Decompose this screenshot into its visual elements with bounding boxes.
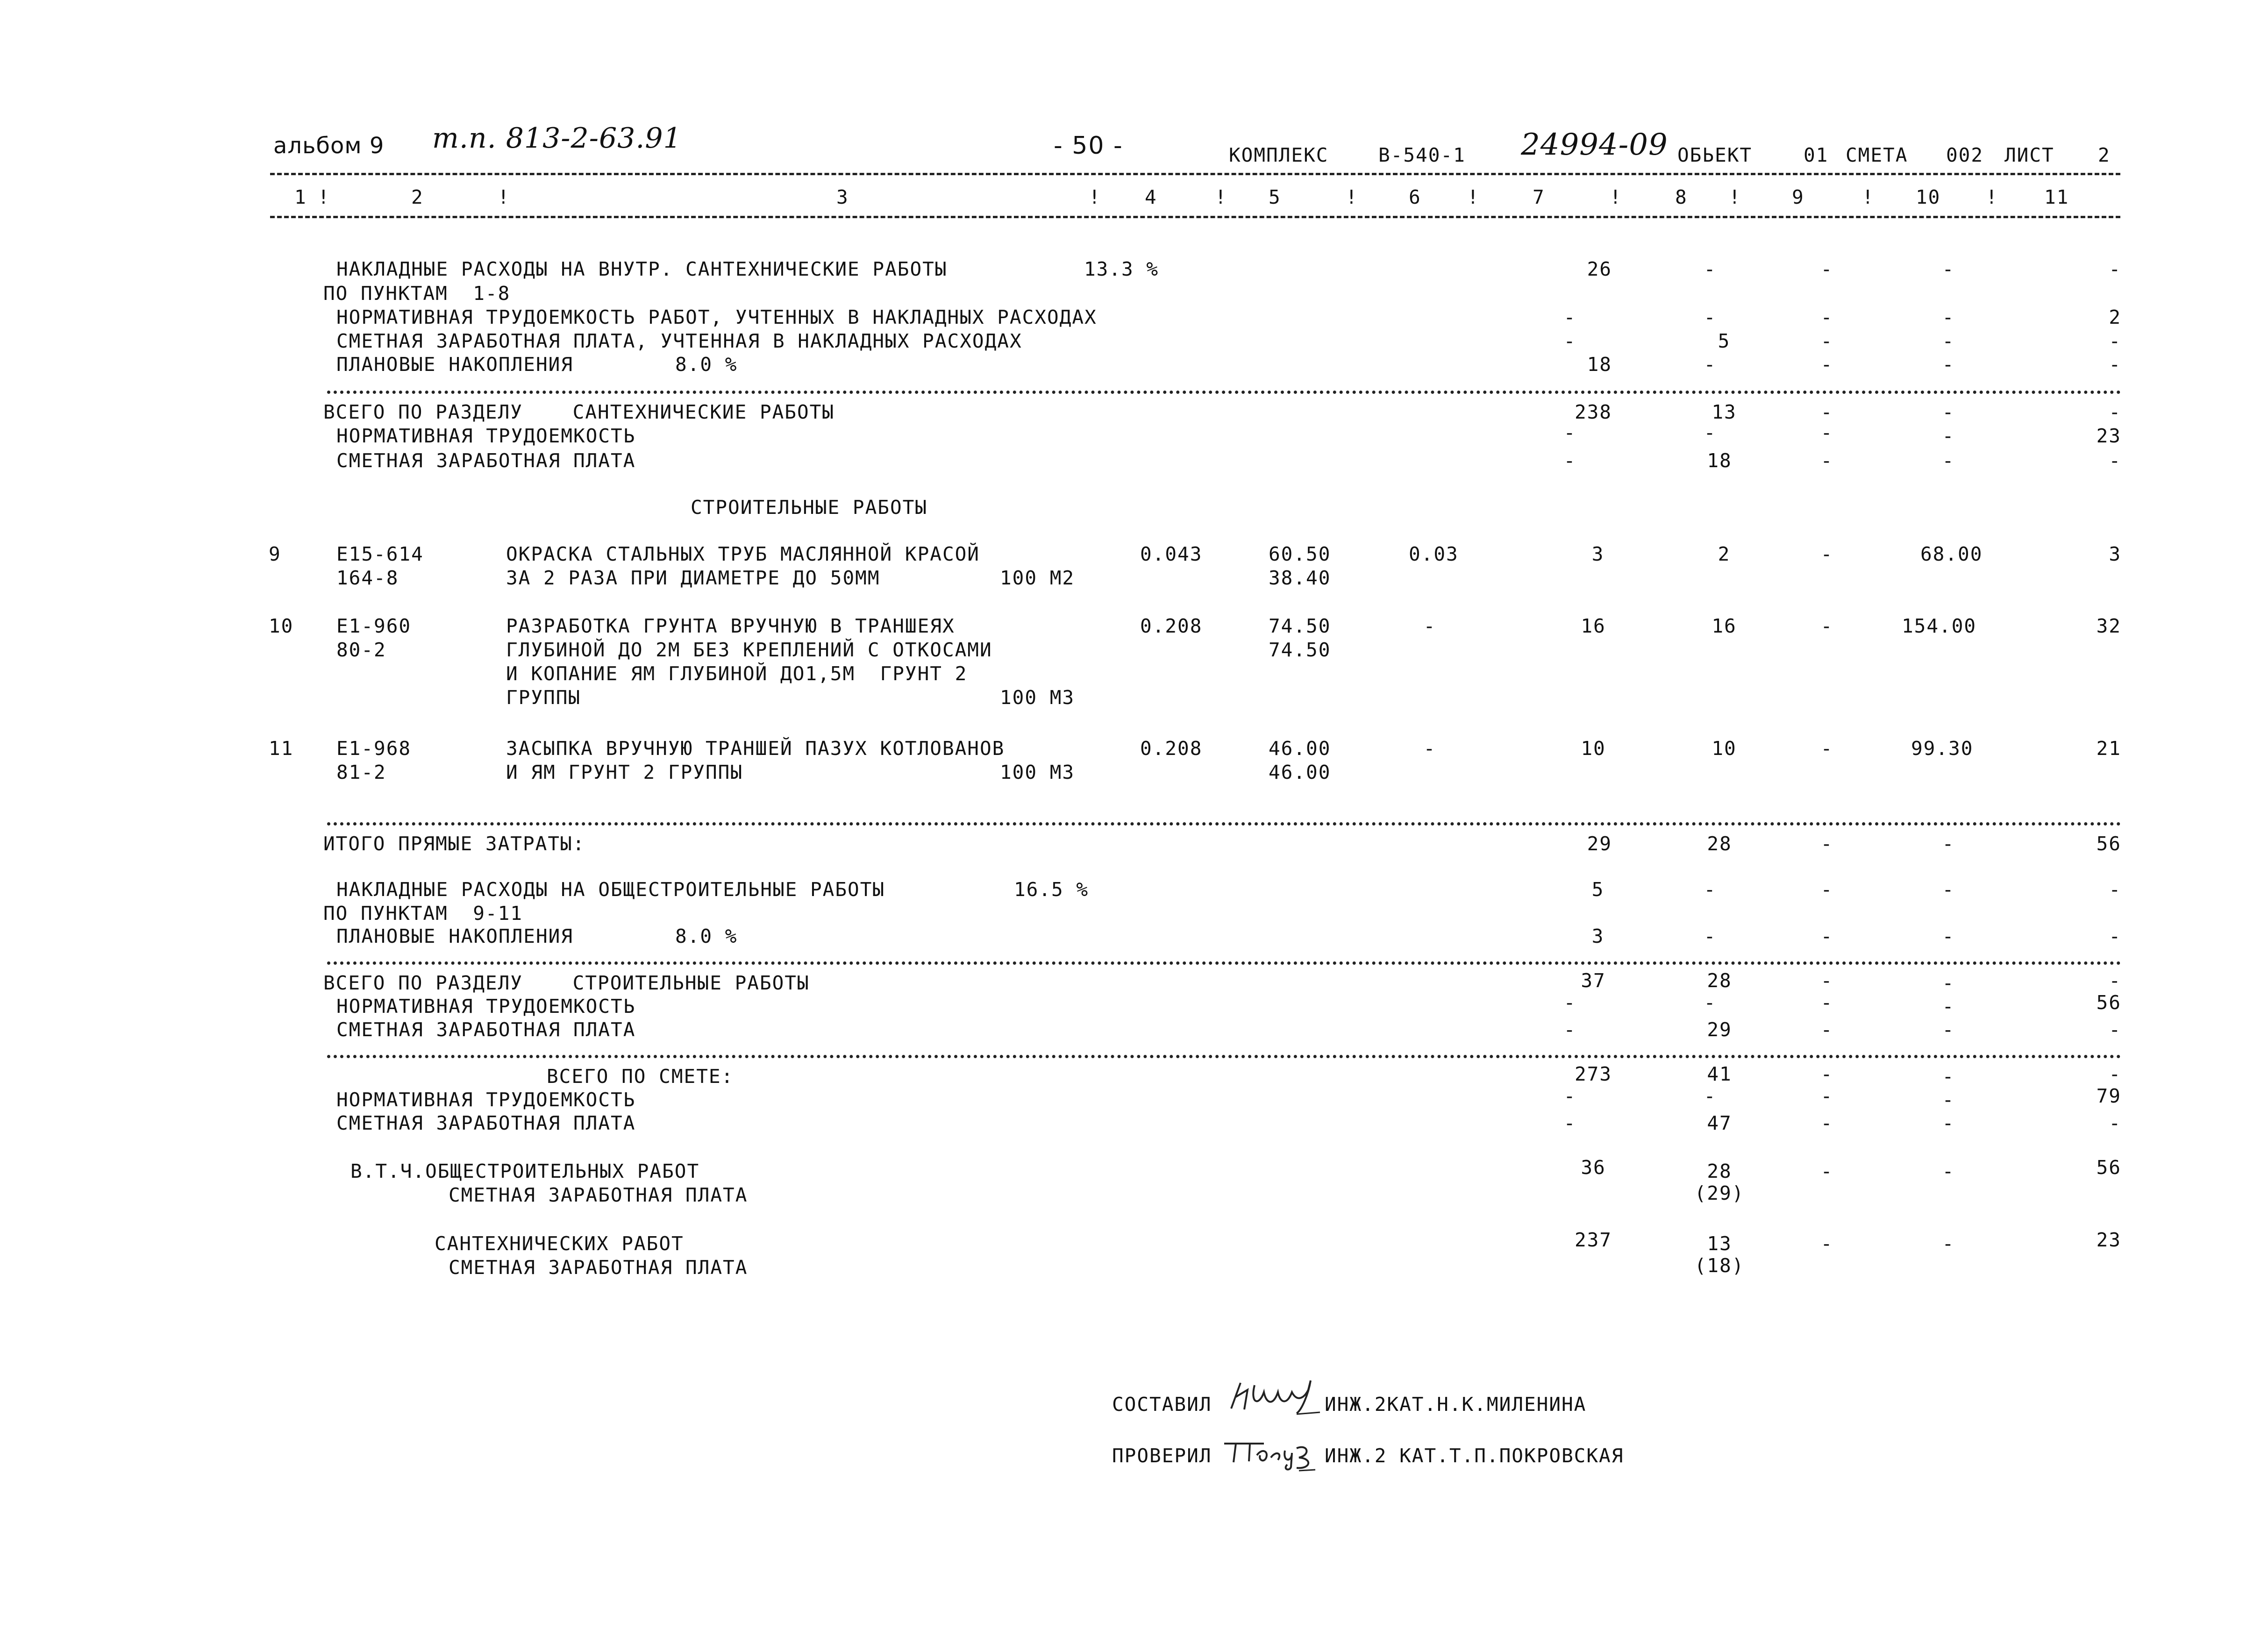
row-label: ВСЕГО ПО СМЕТЕ:	[547, 1065, 734, 1088]
cell-c9: -	[1820, 1085, 1833, 1107]
cell-c7: -	[1563, 991, 1576, 1014]
cell-c9: -	[1820, 1018, 1833, 1041]
cell-c7: 237	[1574, 1229, 1612, 1251]
row-label: НАКЛАДНЫЕ РАСХОДЫ НА ВНУТР. САНТЕХНИЧЕСКИЕ РАБОТЫ	[336, 258, 948, 280]
cell-c7: 3	[1591, 925, 1605, 947]
cell-c10: 99.30	[1911, 737, 1974, 760]
cell-c8: 28	[1707, 969, 1732, 992]
cell-c5-salary: 46.00	[1269, 761, 1331, 783]
row-percent: 16.5 %	[1014, 878, 1089, 901]
item-desc-line: ОКРАСКА СТАЛЬНЫХ ТРУБ МАСЛЯННОЙ КРАСОЙ	[506, 543, 980, 565]
row-label: ПЛАНОВЫЕ НАКОПЛЕНИЯ	[336, 925, 573, 947]
cell-c8: 13	[1712, 401, 1737, 423]
cell-c11: 21	[2096, 737, 2121, 760]
row-label: САНТЕХНИЧЕСКИХ РАБОТ	[435, 1232, 684, 1255]
cell-c11: -	[2109, 353, 2121, 376]
checked-label: ПРОВЕРИЛ	[1112, 1445, 1212, 1467]
row-label: В.Т.Ч.ОБЩЕСТРОИТЕЛЬНЫХ РАБОТ	[350, 1160, 700, 1182]
cell-c8: -	[1704, 353, 1717, 376]
cell-c5-price: 46.00	[1269, 737, 1331, 760]
cell-c11: -	[2109, 878, 2121, 901]
cell-c9: -	[1820, 1160, 1833, 1182]
row-items-label: ПО ПУНКТАМ 1-8	[323, 282, 511, 305]
cell-c8: 13	[1707, 1232, 1732, 1255]
cell-c11: 79	[2096, 1085, 2121, 1107]
cell-c5-salary: 74.50	[1269, 639, 1331, 661]
cell-c11: -	[2109, 1112, 2121, 1134]
cell-c10: -	[1942, 972, 1955, 994]
complex-label: КОМПЛЕКС	[1229, 144, 1329, 166]
col-sep: !	[1610, 186, 1622, 208]
row-label: СМЕТНАЯ ЗАРАБОТНАЯ ПЛАТА	[336, 1112, 636, 1134]
cell-c7: 36	[1581, 1156, 1606, 1179]
item-code: Е1-960	[336, 615, 412, 637]
cell-c11: 3	[2109, 543, 2121, 565]
cell-c10: -	[1942, 925, 1955, 947]
cell-c8: 2	[1718, 543, 1731, 565]
cell-c7: 3	[1591, 543, 1605, 565]
row-items-label: ПО ПУНКТАМ 9-11	[323, 902, 523, 925]
row-percent: 8.0 %	[675, 925, 738, 947]
cell-c7: 273	[1574, 1063, 1612, 1085]
col-num-11: 11	[2044, 186, 2069, 208]
cell-c8-salary: (29)	[1694, 1182, 1745, 1204]
row-label: ИТОГО ПРЯМЫЕ ЗАТРАТЫ:	[323, 833, 585, 855]
item-code-ref: 81-2	[336, 761, 386, 783]
cell-c9: -	[1820, 1112, 1833, 1134]
compiled-by: ИНЖ.2КАТ.Н.К.МИЛЕНИНА	[1325, 1393, 1587, 1416]
cell-c10: 68.00	[1920, 543, 1983, 565]
cell-c9: -	[1820, 1063, 1833, 1085]
item-desc-line: ЗАСЫПКА ВРУЧНУЮ ТРАНШЕЙ ПАЗУХ КОТЛОВАНОВ	[506, 737, 1005, 760]
cell-c7: -	[1563, 1085, 1576, 1107]
cell-c6: 0.03	[1409, 543, 1459, 565]
col-num-1: 1	[294, 186, 307, 208]
row-label: ПЛАНОВЫЕ НАКОПЛЕНИЯ	[336, 353, 573, 376]
cell-c10: -	[1942, 1089, 1955, 1111]
cell-c11: -	[2109, 449, 2121, 472]
cell-c10: -	[1942, 833, 1955, 855]
cell-c10: -	[1942, 401, 1955, 423]
row-label: СМЕТНАЯ ЗАРАБОТНАЯ ПЛАТА	[336, 449, 636, 472]
item-unit: 100 М3	[1000, 761, 1075, 783]
cell-c7: -	[1563, 1018, 1576, 1041]
cell-c7: 26	[1587, 258, 1612, 280]
cell-c11: -	[2109, 258, 2121, 280]
row-label: НОРМАТИВНАЯ ТРУДОЕМКОСТЬ	[336, 995, 636, 1018]
checked-by: ИНЖ.2 КАТ.Т.П.ПОКРОВСКАЯ	[1325, 1445, 1624, 1467]
cell-c11: -	[2109, 925, 2121, 947]
cell-c8: 18	[1707, 449, 1732, 472]
cell-c7: 29	[1587, 833, 1612, 855]
cell-c9: -	[1820, 969, 1833, 992]
item-desc-line: И КОПАНИЕ ЯМ ГЛУБИНОЙ ДО1,5М ГРУНТ 2	[506, 662, 968, 685]
cell-c8: -	[1704, 878, 1717, 901]
row-label: ВСЕГО ПО РАЗДЕЛУ САНТЕХНИЧЕСКИЕ РАБОТЫ	[323, 401, 835, 423]
cell-c9: -	[1820, 833, 1833, 855]
cell-c9: -	[1820, 258, 1833, 280]
cell-c10: -	[1942, 1232, 1955, 1255]
cell-c8: -	[1704, 258, 1717, 280]
cell-c11: -	[2109, 330, 2121, 352]
cell-c11: 2	[2109, 306, 2121, 328]
col-sep: !	[1986, 186, 1998, 208]
cell-c5-salary: 38.40	[1269, 567, 1331, 589]
cell-c7: -	[1563, 1112, 1576, 1134]
dotted-separator	[327, 1055, 2121, 1058]
cell-c8: 10	[1712, 737, 1737, 760]
cell-c7: -	[1563, 421, 1576, 444]
object-number: 01	[1804, 144, 1829, 166]
album-label: альбом 9	[273, 133, 385, 159]
smeta-label: СМЕТА	[1846, 144, 1908, 166]
cell-c9: -	[1820, 615, 1833, 637]
col-sep: !	[1467, 186, 1480, 208]
handwritten-signature-icon	[1222, 1430, 1320, 1472]
cell-c8: 41	[1707, 1063, 1732, 1085]
cell-c11: -	[2109, 401, 2121, 423]
cell-c11: 23	[2096, 1229, 2121, 1251]
item-desc-line: ЗА 2 РАЗА ПРИ ДИАМЕТРЕ ДО 50ММ	[506, 567, 880, 589]
col-sep: !	[318, 186, 330, 208]
col-sep: !	[498, 186, 510, 208]
cell-c11: 56	[2096, 833, 2121, 855]
cell-c7: 18	[1587, 353, 1612, 376]
cell-c9: -	[1820, 401, 1833, 423]
col-num-4: 4	[1145, 186, 1157, 208]
dotted-separator	[327, 391, 2121, 394]
cell-c9: -	[1820, 449, 1833, 472]
cell-c9: -	[1820, 306, 1833, 328]
row-label: НОРМАТИВНАЯ ТРУДОЕМКОСТЬ РАБОТ, УЧТЕННЫХ В НАКЛАДНЫХ РАСХОДАХ	[336, 306, 1097, 328]
cell-c10: -	[1942, 1112, 1955, 1134]
col-sep: !	[1215, 186, 1227, 208]
cell-c7: 37	[1581, 969, 1606, 992]
cell-c9: -	[1820, 991, 1833, 1014]
cell-c4: 0.208	[1140, 737, 1203, 760]
item-desc-line: ГЛУБИНОЙ ДО 2М БЕЗ КРЕПЛЕНИЙ С ОТКОСАМИ	[506, 639, 992, 661]
cell-c7: -	[1563, 330, 1576, 352]
cell-c8: -	[1704, 421, 1717, 444]
item-number: 11	[269, 737, 294, 760]
cell-c8: 5	[1718, 330, 1731, 352]
column-header-top-rule	[270, 173, 2120, 175]
cell-c10: -	[1942, 1160, 1955, 1182]
cell-c9: -	[1820, 543, 1833, 565]
cell-c7: 10	[1581, 737, 1606, 760]
cell-c10: -	[1942, 330, 1955, 352]
compiled-label: СОСТАВИЛ	[1112, 1393, 1212, 1416]
item-code: Е1-968	[336, 737, 412, 760]
cell-c10: -	[1942, 1065, 1955, 1088]
row-label: СМЕТНАЯ ЗАРАБОТНАЯ ПЛАТА	[336, 1018, 636, 1041]
smeta-number: 002	[1946, 144, 1984, 166]
col-sep: !	[1089, 186, 1101, 208]
cell-c10: -	[1942, 425, 1955, 447]
cell-c9: -	[1820, 878, 1833, 901]
tp-number: т.п. 813-2-63.91	[432, 122, 682, 155]
item-desc-line: И ЯМ ГРУНТ 2 ГРУППЫ	[506, 761, 743, 783]
cell-c8: 28	[1707, 833, 1732, 855]
cell-c10: -	[1942, 306, 1955, 328]
col-num-7: 7	[1533, 186, 1545, 208]
cell-c9: -	[1820, 925, 1833, 947]
item-unit: 100 М3	[1000, 686, 1075, 709]
row-percent: 13.3 %	[1084, 258, 1159, 280]
row-label: НОРМАТИВНАЯ ТРУДОЕМКОСТЬ	[336, 1089, 636, 1111]
row-percent: 8.0 %	[675, 353, 738, 376]
cell-c8-salary: (18)	[1694, 1254, 1745, 1277]
cell-c9: -	[1820, 330, 1833, 352]
item-code-ref: 80-2	[336, 639, 386, 661]
col-num-8: 8	[1675, 186, 1688, 208]
cell-c4: 0.208	[1140, 615, 1203, 637]
row-label: ВСЕГО ПО РАЗДЕЛУ СТРОИТЕЛЬНЫЕ РАБОТЫ	[323, 972, 810, 994]
item-number: 9	[269, 543, 281, 565]
complex-code: В-540-1	[1378, 144, 1466, 166]
list-label: ЛИСТ	[2004, 144, 2054, 166]
item-desc-line: РАЗРАБОТКА ГРУНТА ВРУЧНУЮ В ТРАНШЕЯХ	[506, 615, 955, 637]
item-unit: 100 М2	[1000, 567, 1075, 589]
object-label: ОБЬЕКТ	[1677, 144, 1753, 166]
col-sep: !	[1862, 186, 1875, 208]
estimate-number: 24994-09	[1521, 128, 1668, 162]
col-num-10: 10	[1916, 186, 1941, 208]
dotted-separator	[327, 961, 2121, 965]
cell-c7: -	[1563, 449, 1576, 472]
column-header-bottom-rule	[270, 216, 2120, 218]
col-sep: !	[1729, 186, 1741, 208]
cell-c8: -	[1704, 991, 1717, 1014]
cell-c10: 154.00	[1902, 615, 1977, 637]
cell-c7: -	[1563, 306, 1576, 328]
cell-c7: 5	[1591, 878, 1605, 901]
page-number: - 50 -	[1054, 132, 1123, 160]
cell-c9: -	[1820, 737, 1833, 760]
cell-c10: -	[1942, 1018, 1955, 1041]
cell-c10: -	[1942, 449, 1955, 472]
cell-c11: -	[2109, 1018, 2121, 1041]
col-num-6: 6	[1409, 186, 1421, 208]
cell-c10: -	[1942, 995, 1955, 1018]
col-sep: !	[1346, 186, 1358, 208]
cell-c5-price: 74.50	[1269, 615, 1331, 637]
cell-c9: -	[1820, 353, 1833, 376]
cell-c5-price: 60.50	[1269, 543, 1331, 565]
section-title: СТРОИТЕЛЬНЫЕ РАБОТЫ	[691, 496, 927, 519]
cell-c8: -	[1704, 1085, 1717, 1107]
cell-c11: -	[2109, 1063, 2121, 1085]
cell-c7: 16	[1581, 615, 1606, 637]
col-num-3: 3	[836, 186, 849, 208]
row-label: НАКЛАДНЫЕ РАСХОДЫ НА ОБЩЕСТРОИТЕЛЬНЫЕ РАБОТЫ	[336, 878, 885, 901]
cell-c10: -	[1942, 878, 1955, 901]
item-code-ref: 164-8	[336, 567, 399, 589]
cell-c11: 56	[2096, 991, 2121, 1014]
cell-c4: 0.043	[1140, 543, 1203, 565]
row-sub-label: СМЕТНАЯ ЗАРАБОТНАЯ ПЛАТА	[449, 1256, 748, 1279]
item-desc-line: ГРУППЫ	[506, 686, 581, 709]
cell-c10: -	[1942, 258, 1955, 280]
cell-c11: 32	[2096, 615, 2121, 637]
col-num-2: 2	[411, 186, 424, 208]
row-label: СМЕТНАЯ ЗАРАБОТНАЯ ПЛАТА, УЧТЕННАЯ В НАКЛАДНЫХ РАСХОДАХ	[336, 330, 1022, 352]
item-number: 10	[269, 615, 294, 637]
col-num-5: 5	[1269, 186, 1281, 208]
item-code: Е15-614	[336, 543, 424, 565]
cell-c11: -	[2109, 969, 2121, 992]
cell-c7: 238	[1574, 401, 1612, 423]
cell-c11: 23	[2096, 425, 2121, 447]
row-label: НОРМАТИВНАЯ ТРУДОЕМКОСТЬ	[336, 425, 636, 447]
row-sub-label: СМЕТНАЯ ЗАРАБОТНАЯ ПЛАТА	[449, 1184, 748, 1206]
cell-c8: -	[1704, 925, 1717, 947]
cell-c8: 47	[1707, 1112, 1732, 1134]
handwritten-signature-icon	[1227, 1371, 1325, 1418]
cell-c10: -	[1942, 353, 1955, 376]
cell-c9: -	[1820, 1232, 1833, 1255]
cell-c8: -	[1704, 306, 1717, 328]
list-number: 2	[2098, 144, 2111, 166]
cell-c11: 56	[2096, 1156, 2121, 1179]
cell-c8: 28	[1707, 1160, 1732, 1182]
cell-c6: -	[1423, 737, 1436, 760]
cell-c9: -	[1820, 421, 1833, 444]
dotted-separator	[327, 822, 2121, 826]
col-num-9: 9	[1792, 186, 1804, 208]
cell-c6: -	[1423, 615, 1436, 637]
cell-c8: 16	[1712, 615, 1737, 637]
cell-c8: 29	[1707, 1018, 1732, 1041]
